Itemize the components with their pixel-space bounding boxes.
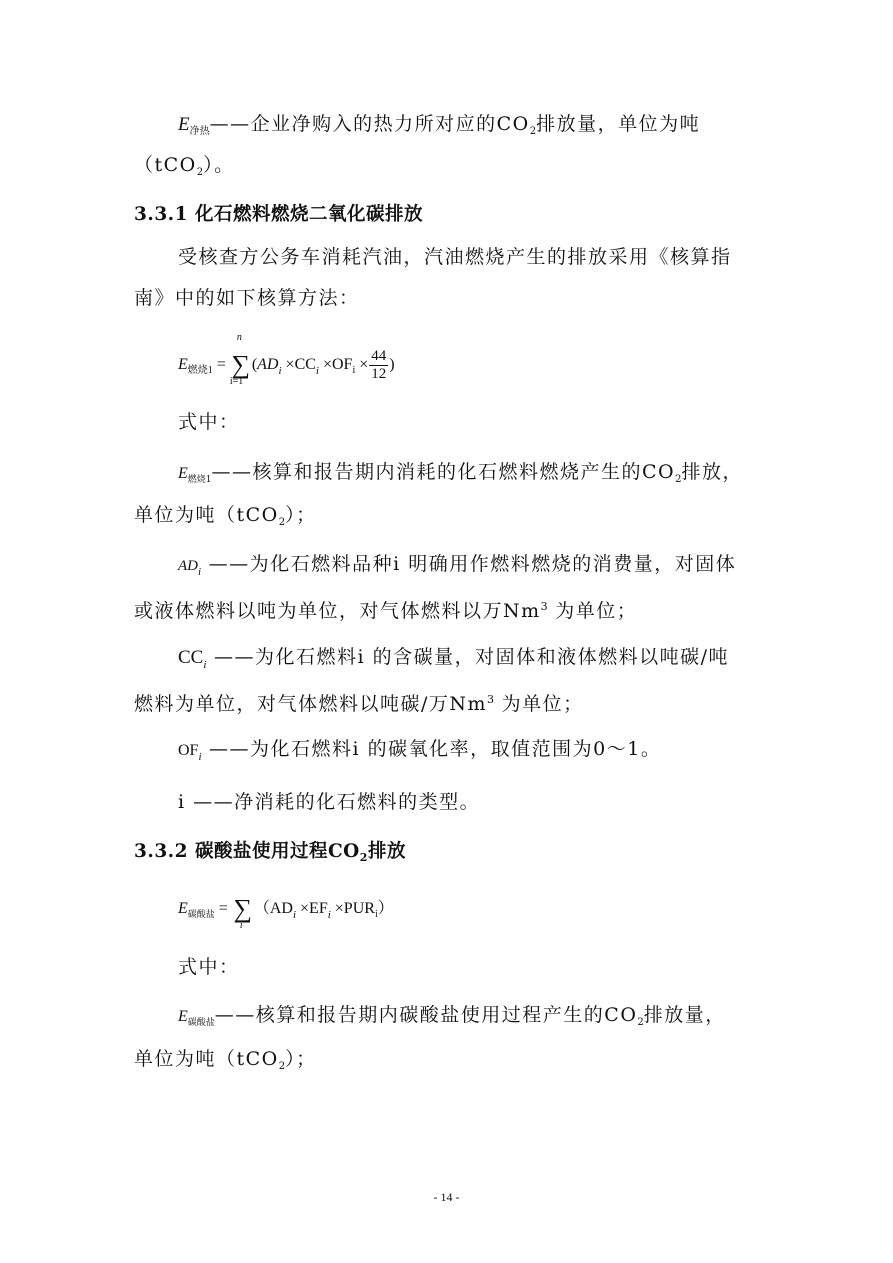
section-heading-3-3-2: [134, 840, 406, 870]
definition-ad-unit: [134, 595, 637, 623]
unit-text-end: ）。: [203, 154, 235, 176]
unit-text-end: 为单位；: [494, 693, 584, 715]
ad-symbol: AD: [178, 558, 198, 574]
formula-lhs-subscript: 燃烧1: [187, 365, 213, 376]
ad-subscript: i: [278, 365, 282, 377]
definition-text-2: 排放，: [681, 461, 744, 483]
definition-text: ——企业净购入的热力所对应的CO: [209, 113, 530, 135]
equals-sign: =: [212, 356, 230, 373]
of-term: OF: [332, 356, 353, 373]
ad-term: AD: [257, 356, 279, 373]
co2-subscript: 2: [278, 517, 286, 528]
numerator: 44: [371, 347, 387, 364]
denominator: 12: [371, 365, 387, 382]
co2-subscript: 2: [278, 1061, 286, 1072]
definition-e-carbonate: [178, 1003, 726, 1035]
unit-text-end: ）；: [285, 504, 317, 526]
e-symbol: E: [178, 114, 190, 135]
pur-term: ×PUR: [330, 900, 375, 917]
ad-subscript: i: [292, 909, 297, 921]
of-subscript: i: [198, 751, 202, 763]
definition-ad: [178, 552, 736, 584]
pur-subscript: i: [374, 909, 378, 920]
unit-text-end: ）；: [285, 1048, 317, 1070]
fraction-44-12: [369, 348, 388, 383]
definition-of: [178, 737, 661, 769]
close-paren: ): [389, 356, 395, 373]
formula-lhs-subscript: 碳酸盐: [187, 909, 215, 919]
combustion-formula: [178, 332, 395, 387]
definition-text: ——为化石燃料品种i 明确用作燃料燃烧的消费量，对固体: [201, 553, 737, 575]
cc-subscript: i: [203, 659, 207, 671]
definition-e-combustion-unit: [134, 503, 317, 535]
e-subscript: 碳酸盐: [187, 1018, 215, 1028]
heading-text-end: 排放: [367, 841, 406, 862]
definition-cc-unit: [134, 688, 584, 716]
sum-upper-limit: n: [236, 332, 242, 343]
intro-line-2: 南》中的如下核算方法：: [134, 287, 360, 309]
where-label-1: 式中：: [178, 411, 240, 433]
definition-text: ——为化石燃料i 的含碳量，对固体和液体燃料以吨碳/吨: [206, 646, 729, 668]
cc-symbol: CC: [178, 647, 204, 668]
co2-subscript: 2: [529, 126, 537, 137]
summation: n ∑ i=1: [229, 332, 251, 387]
cc-subscript: i: [315, 365, 319, 377]
definition-e-carbonate-unit: [134, 1047, 317, 1079]
ef-term: ×EF: [296, 900, 328, 917]
definition-text: ——核算和报告期内消耗的化石燃料燃烧产生的CO: [211, 461, 676, 483]
unit-text: （tCO: [134, 154, 197, 176]
formula-lhs: E: [178, 900, 188, 917]
ef-subscript: i: [327, 909, 331, 921]
co2-subscript: 2: [196, 167, 204, 178]
superscript-3: 3: [487, 693, 495, 706]
page-number: - 14 -: [433, 1190, 460, 1204]
heading-text: 3.3.2 碳酸盐使用过程CO: [134, 841, 360, 862]
e-subscript: 燃烧1: [187, 475, 212, 485]
of-symbol: OF: [178, 742, 199, 759]
definition-text-2: 排放量，单位为吨: [536, 113, 701, 135]
close-paren: ）: [377, 900, 394, 917]
e-subscript: 净热: [189, 126, 210, 137]
open-paren: (: [251, 356, 258, 373]
definition-text-2: 排放量，: [643, 1004, 726, 1026]
superscript-3: 3: [540, 600, 548, 613]
definition-text: ——为化石燃料i 的碳氧化率，取值范围为0～1。: [201, 738, 662, 760]
times-3: ×: [355, 356, 369, 373]
e-symbol: E: [178, 1008, 188, 1025]
times-1: ×: [281, 356, 295, 373]
formula-lhs: E: [178, 356, 188, 373]
sum-lower-limit: i: [239, 920, 243, 931]
ad-subscript: i: [198, 566, 202, 578]
carbonate-formula: [178, 890, 394, 931]
unit-text: 燃料为单位，对气体燃料以吨碳/万Nm: [134, 693, 488, 715]
section-heading-3-3-1: 3.3.1 化石燃料燃烧二氧化碳排放: [134, 204, 423, 225]
co2-subscript: 2: [359, 851, 368, 864]
co2-subscript: 2: [675, 474, 682, 485]
definition-cc: [178, 645, 729, 677]
definition-e-combustion: [178, 460, 743, 492]
unit-text: 单位为吨（tCO: [134, 504, 279, 526]
times-2: ×: [318, 356, 332, 373]
equals-sign: =: [214, 900, 232, 917]
heat-emission-unit: [134, 153, 235, 185]
unit-text: 单位为吨（tCO: [134, 1048, 279, 1070]
sum-lower-limit: i=1: [229, 376, 244, 387]
where-label-2: 式中：: [178, 956, 240, 978]
unit-text-end: 为单位；: [547, 600, 638, 622]
ad-term: （AD: [253, 900, 293, 917]
heat-emission-definition: [178, 112, 700, 144]
definition-text: ——核算和报告期内碳酸盐使用过程产生的CO: [214, 1004, 638, 1026]
definition-i: i ——净消耗的化石燃料的类型。: [178, 791, 481, 813]
of-subscript: i: [352, 365, 356, 376]
intro-line-1: 受核查方公务车消耗汽油，汽油燃烧产生的排放采用《核算指: [178, 246, 732, 268]
co2-subscript: 2: [637, 1017, 644, 1028]
unit-text: 或液体燃料以吨为单位，对气体燃料以万Nm: [134, 600, 541, 622]
summation: ∑ i: [233, 894, 253, 931]
cc-term: CC: [294, 356, 316, 373]
e-symbol: E: [178, 465, 188, 482]
